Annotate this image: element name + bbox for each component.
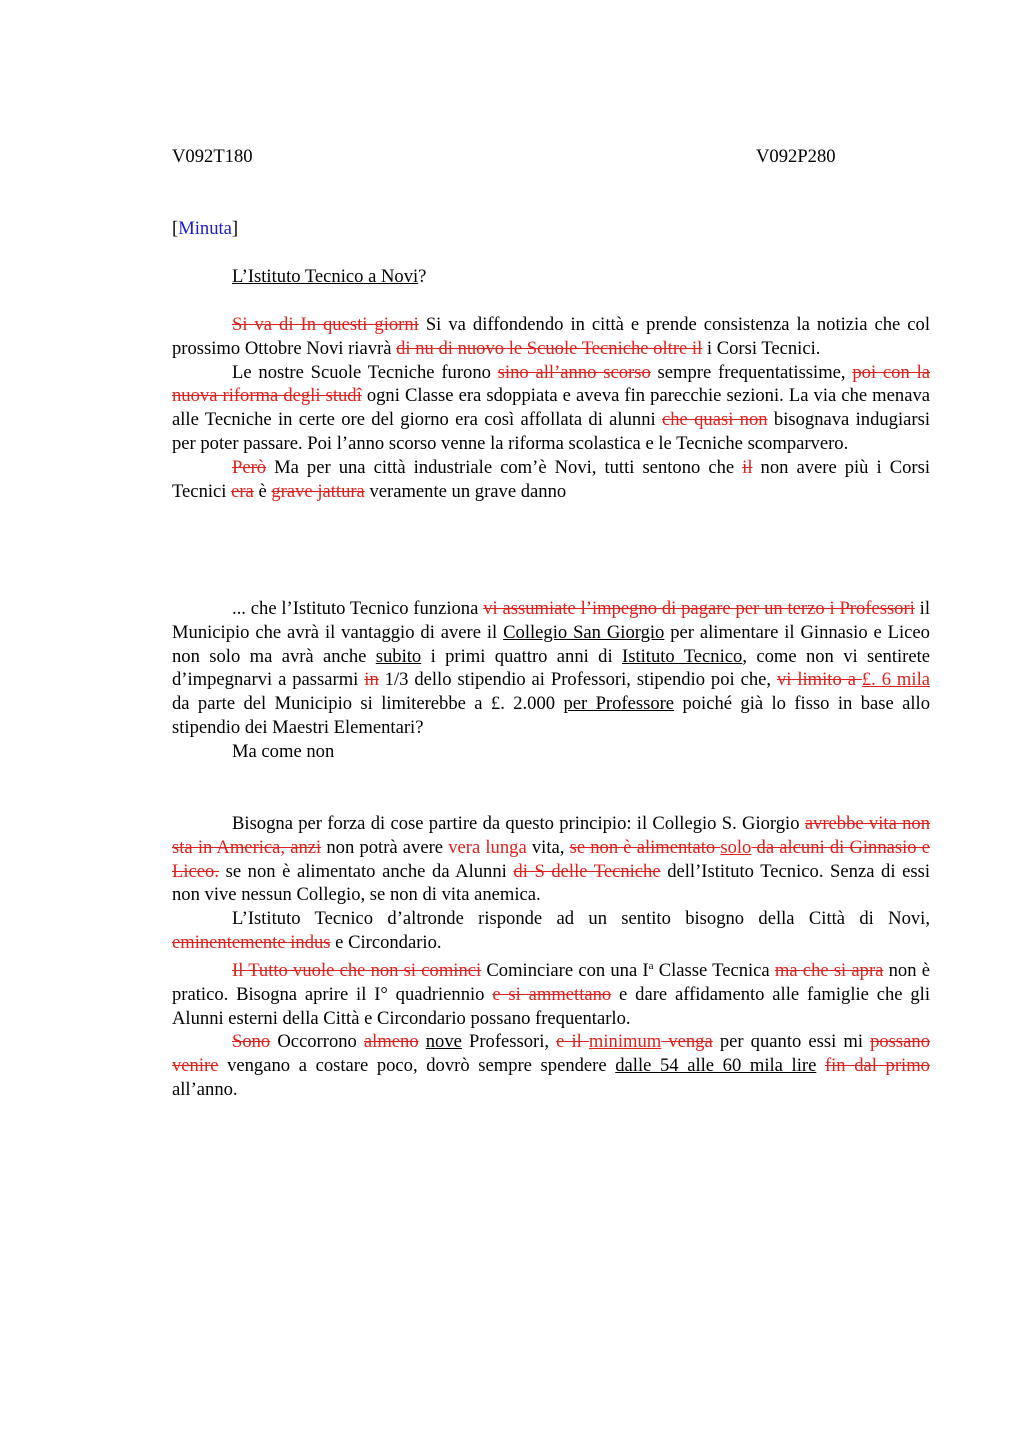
body-text: vita,	[526, 836, 570, 858]
deleted-text: ma che si apra	[774, 959, 884, 981]
paragraph	[172, 456, 930, 504]
deleted-underlined-text: solo	[720, 836, 752, 858]
superscript: a	[648, 959, 654, 972]
body-text: i Corsi Tecnici.	[702, 337, 821, 359]
body-text: , come non vi sentirete d’impegnarvi a passarmi	[172, 645, 931, 691]
deleted-text: venga	[661, 1031, 713, 1053]
deleted-text: era	[231, 480, 254, 502]
deleted-text: avrebbe vita non sta in America, anzi	[172, 813, 930, 858]
deleted-text: vi limito a	[776, 669, 862, 691]
deleted-text: in	[364, 669, 379, 691]
bracket-close: ]	[231, 218, 239, 239]
body-text: è	[253, 480, 272, 502]
deleted-text: che quasi non	[661, 409, 768, 431]
deleted-text: sino all’anno scorso	[497, 361, 651, 383]
underlined-text: per Professore	[563, 693, 675, 715]
paragraph	[172, 955, 930, 1031]
body-text: per alimentare il Ginnasio e Liceo non solo ma avrà anche	[172, 621, 930, 667]
title-text: L’Istituto Tecnico a Novi	[232, 266, 419, 287]
underlined-text: Collegio San Giorgio	[503, 621, 665, 643]
document-code-left: V092T180	[172, 146, 253, 167]
deleted-underlined-text: minimum	[588, 1031, 662, 1053]
deleted-text: e il	[556, 1031, 589, 1053]
body-text: ogni Classe era sdoppiata e aveva fin parecchie sezioni. La via che menava alle Tecniche in certe ore del giorno era così affollata di alunni	[172, 385, 930, 431]
body-text: non avere più i Corsi Tecnici	[172, 456, 930, 502]
paragraph	[172, 361, 930, 456]
body-text: all’anno.	[172, 1078, 238, 1100]
body-text: non è pratico. Bisogna aprire il I° quadriennio	[172, 959, 930, 1005]
deleted-text: vi assumiate l’impegno di pagare per un terzo i Professori	[483, 598, 915, 619]
body-text: Classe Tecnica	[653, 959, 775, 981]
body-text	[816, 1055, 825, 1076]
deleted-text: e si ammettano	[492, 983, 612, 1005]
section-1	[172, 313, 930, 503]
inserted-text: vera lunga	[448, 836, 527, 858]
underlined-text: Istituto Tecnico	[622, 645, 743, 667]
body-text: bisognava indugiarsi per poter passare. Poi l’anno scorso venne la riforma scolastica e le Tecniche scomparvero.	[172, 409, 930, 454]
document-title	[232, 265, 426, 289]
draft-label	[172, 217, 238, 241]
underlined-text: nove	[425, 1031, 462, 1053]
title-suffix: ?	[418, 266, 427, 287]
deleted-text: fin dal primo	[824, 1055, 930, 1077]
paragraph	[172, 597, 930, 740]
body-text: Ma per una città industriale com’è Novi, tutti sentono che	[266, 456, 743, 478]
body-text: non potrà avere	[321, 836, 449, 858]
deleted-text: di nu di nuovo le Scuole Tecniche oltre il	[396, 337, 703, 359]
deleted-text: poi con la nuova riforma degli studî	[172, 361, 930, 407]
deleted-text: grave jattura	[271, 480, 365, 502]
header	[172, 145, 930, 169]
deleted-text: da alcuni di Ginnasio e Liceo.	[172, 836, 931, 882]
underlined-text: dalle 54 alle 60 mila lire	[615, 1055, 817, 1077]
deleted-underlined-text: £. 6 mila	[861, 669, 930, 691]
body-text: sempre frequentatissime,	[650, 361, 853, 383]
deleted-text: eminentemente indus	[172, 931, 331, 953]
body-text: ... che l’Istituto Tecnico funziona	[232, 598, 484, 619]
deleted-text: il	[742, 456, 753, 478]
body-text: i primi quattro anni di	[421, 645, 623, 667]
body-text: Bisogna per forza di cose partire da questo principio: il Collegio S. Giorgio	[232, 813, 805, 834]
body-text: Si va diffondendo in città e prende consistenza la notizia che col prossimo Ottobre Novi riavrà	[172, 314, 930, 359]
deleted-text: se non è alimentato	[569, 836, 721, 858]
deleted-text: di S delle Tecniche	[513, 860, 661, 882]
document-code-right: V092P280	[756, 146, 836, 167]
deleted-text: Sono	[232, 1031, 271, 1053]
underlined-text: subito	[375, 645, 422, 667]
deleted-text: almeno	[363, 1031, 419, 1053]
deleted-text: possano venire	[172, 1031, 930, 1077]
body-text: e dare affidamento alle famiglie che gli Alunni esterni della Città e Circondario possano frequentarlo.	[172, 983, 930, 1029]
draft-label-word: Minuta	[178, 218, 232, 239]
body-text: Professori,	[461, 1031, 557, 1053]
paragraph	[172, 812, 930, 907]
section-3	[172, 812, 930, 1102]
body-text: L’Istituto Tecnico d’altronde risponde ad un sentito bisogno della Città di Novi,	[232, 908, 930, 930]
body-text: e Circondario.	[330, 931, 442, 953]
body-text: Le nostre Scuole Tecniche furono	[232, 361, 498, 383]
body-text: dell’Istituto Tecnico. Senza di essi non vive nessun Collegio, se non di vita anemica.	[172, 860, 931, 906]
paragraph	[172, 907, 930, 955]
body-text	[419, 1031, 426, 1052]
paragraph: Ma come non	[232, 740, 335, 762]
body-text: Cominciare con una I	[481, 959, 649, 981]
body-text: per quanto essi mi	[712, 1031, 871, 1053]
deleted-text: Però	[232, 456, 267, 478]
body-text: vengano a costare poco, dovrò sempre spendere	[218, 1055, 616, 1077]
body-text: veramente un grave danno	[364, 480, 567, 502]
deleted-text: Si va di In questi giorni	[232, 314, 419, 335]
body-text: 1/3 dello stipendio ai Professori, stipendio poi che,	[378, 669, 777, 691]
bracket-open: [	[172, 218, 179, 239]
paragraph	[172, 1030, 930, 1101]
body-text: se non è alimentato anche da Alunni	[218, 860, 514, 882]
section-2	[172, 597, 930, 764]
body-text: poiché già lo fisso in base allo stipendio dei Maestri Elementari?	[172, 693, 931, 738]
body-text: Occorrono	[270, 1031, 364, 1053]
body-text: il Municipio che avrà il vantaggio di avere il	[172, 598, 930, 643]
paragraph	[172, 313, 930, 361]
body-text: da parte del Municipio si limiterebbe a £. 2.000	[172, 693, 564, 715]
deleted-text: Il Tutto vuole che non si cominci	[232, 959, 482, 981]
